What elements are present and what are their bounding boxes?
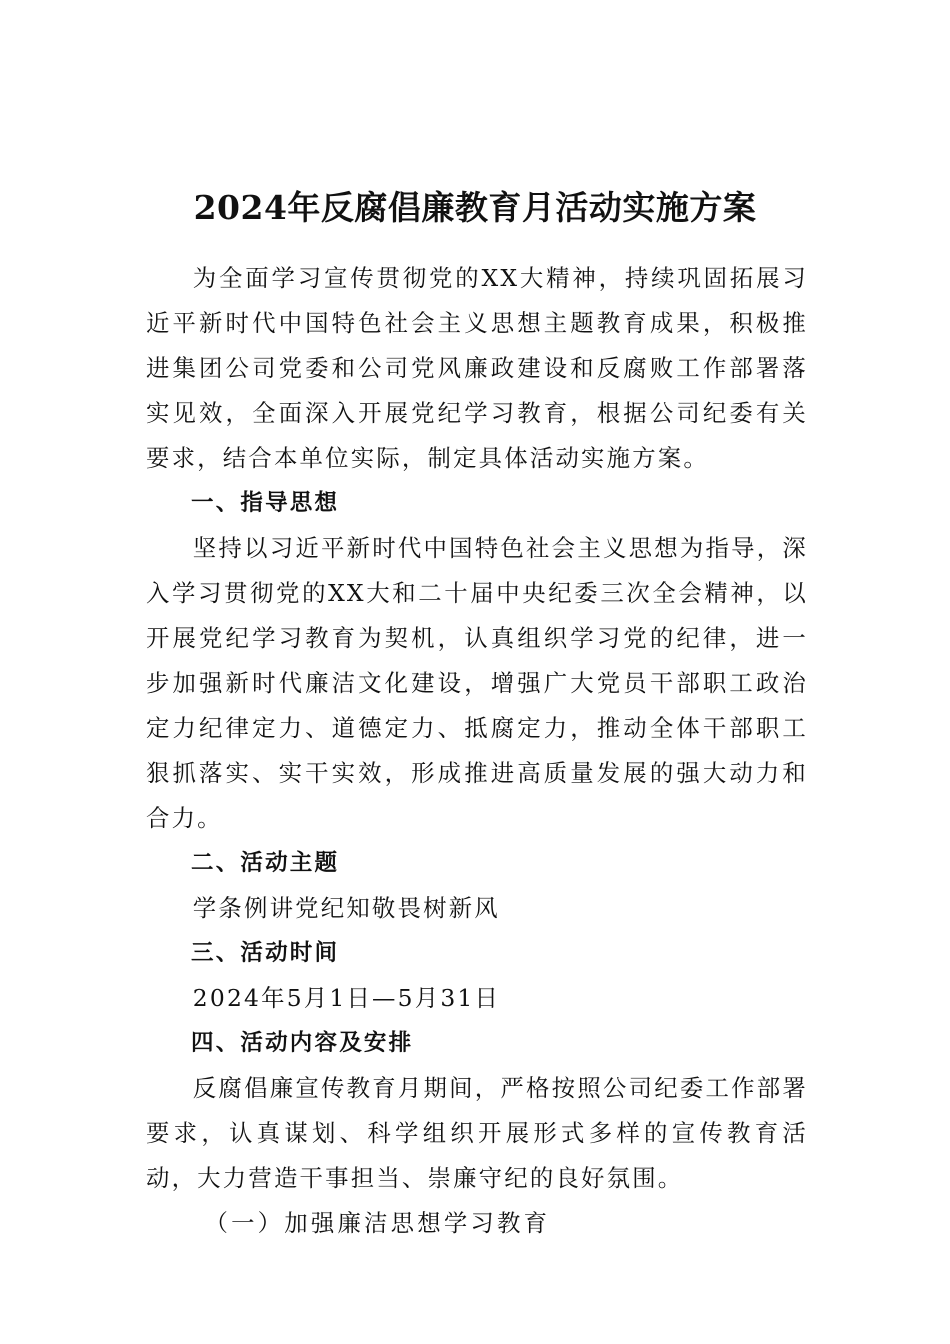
intro-paragraph: 为全面学习宣传贯彻党的XX大精神，持续巩固拓展习近平新时代中国特色社会主义思想主题教育成果，积极推进集团公司党委和公司党风廉政建设和反腐败工作部署落实见效，全面深入开展党纪学习教育，根据公司纪委有关要求，结合本单位实际，制定具体活动实施方案。 — [146, 264, 808, 472]
section-text-activity-content: 反腐倡廉宣传教育月期间，严格按照公司纪委工作部署要求，认真谋划、科学组织开展形式多样的宣传教育活动，大力营造干事担当、崇廉守纪的良好氛围。 — [146, 1074, 808, 1192]
subsection-heading-integrity-education: （一）加强廉洁思想学习教育 — [204, 1209, 551, 1237]
section-heading-activity-theme: 二、活动主题 — [191, 850, 340, 876]
section-heading-guiding-thought: 一、指导思想 — [191, 490, 340, 516]
document-title: 2024年反腐倡廉教育月活动实施方案 — [193, 188, 757, 228]
section-text-activity-theme: 学条例讲党纪知敬畏树新风 — [192, 894, 500, 922]
document-body — [146, 256, 808, 1246]
section-text-activity-time: 2024年5月1日—5月31日 — [192, 984, 501, 1012]
section-heading-activity-time: 三、活动时间 — [191, 940, 340, 966]
section-heading-activity-content: 四、活动内容及安排 — [191, 1030, 414, 1056]
section-text-guiding-thought: 坚持以习近平新时代中国特色社会主义思想为指导，深入学习贯彻党的XX大和二十届中央纪委三次全会精神，以开展党纪学习教育为契机，认真组织学习党的纪律，进一步加强新时代廉洁文化建设，增强广大党员干部职工政治定力纪律定力、道德定力、抵腐定力，推动全体干部职工狠抓落实、实干实效，形成推进高质量发展的强大动力和合力。 — [146, 534, 808, 832]
